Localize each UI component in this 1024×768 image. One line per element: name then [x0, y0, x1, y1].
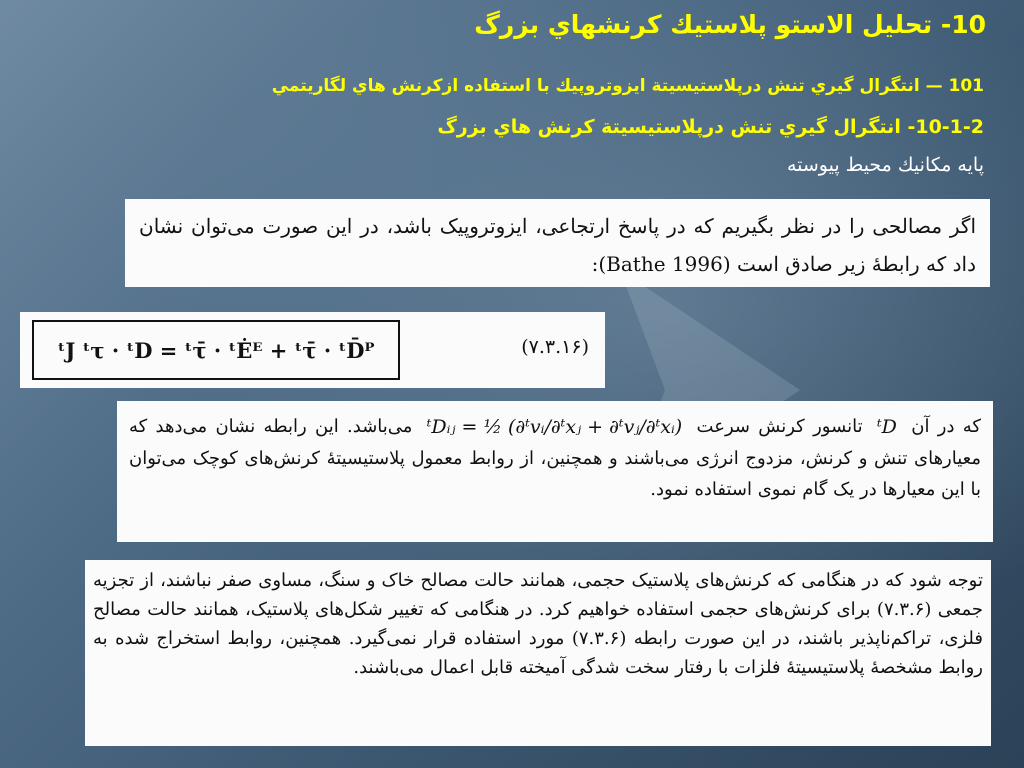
note-paragraph: توجه شود که در هنگامی که کرنش‌های پلاستیک حجمی، همانند حالت مصالح خاک و سنگ، مساوی صفر نباشند، از تجزیه جمعی (۷.۳.۶) برای کرنش‌های حجمی استفاده خواهیم کرد. در هنگامی که تغییر شکل‌های پلاستیک، همانند حالت مصالح فلزی، تراکم‌ناپذیر باشند، در این صورت رابطه (۷.۳.۶) مورد استفاده قرار نمی‌گیرد. همچنین، روابط استخراج شده به روابط مشخصهٔ پلاستیسیتهٔ فلزات با رفتار سخت شدگی آمیخته قابل اعمال می‌باشند.: [93, 570, 983, 678]
subheading-10-1-2: 10-1-2- انتگرال گيري تنش درپلاستيسيتة كرنش هاي بزرگ: [437, 116, 984, 138]
equation-number: (۷.۳.۱۶): [521, 336, 589, 358]
definition-paragraph: [129, 411, 981, 505]
text-box-intro: [125, 199, 990, 287]
definition-mid: تانسور کرنش سرعت: [696, 416, 863, 437]
subheading-continuum-mechanics: پايه مكانيك محيط پيوسته: [786, 154, 984, 176]
definition-prefix: که در آن: [911, 416, 982, 437]
tensor-symbol: ᵗD: [876, 415, 897, 438]
strain-rate-formula: ᵗDᵢⱼ = ½ (∂ᵗvᵢ/∂ᵗxⱼ + ∂ᵗvⱼ/∂ᵗxᵢ): [426, 415, 683, 438]
slide-title: 10- تحليل الاستو پلاستيك كرنشهاي بزرگ: [474, 10, 986, 39]
subheading-101: 101 — انتگرال گيري تنش درپلاستيسيتة ايزوتروپيك با استفاده ازكرنش هاي لگاريتمي: [271, 76, 984, 96]
intro-paragraph: اگر مصالحی را در نظر بگیریم که در پاسخ ارتجاعی، ایزوتروپیک باشد، در این صورت می‌توان نشان داد که رابطهٔ زیر صادق است (Bathe 1996):: [139, 214, 976, 276]
text-box-definition: [117, 401, 993, 542]
text-box-note: [85, 560, 991, 746]
definition-suffix: می‌باشد. این رابطه نشان می‌دهد که معیارهای تنش و کرنش، مزدوج انرژی می‌باشند و همچنین، از روابط معمول پلاستیسیتهٔ کرنش‌های کوچک می‌توان با این معیارها در یک گام نموی استفاده نمود.: [129, 416, 981, 500]
equation-frame: [32, 320, 400, 380]
equation-box: [20, 312, 605, 388]
equation-text: ᵗJ ᵗτ · ᵗD = ᵗτ̄ · ᵗĖᴱ + ᵗτ̄ · ᵗD̄ᴾ: [57, 337, 375, 363]
